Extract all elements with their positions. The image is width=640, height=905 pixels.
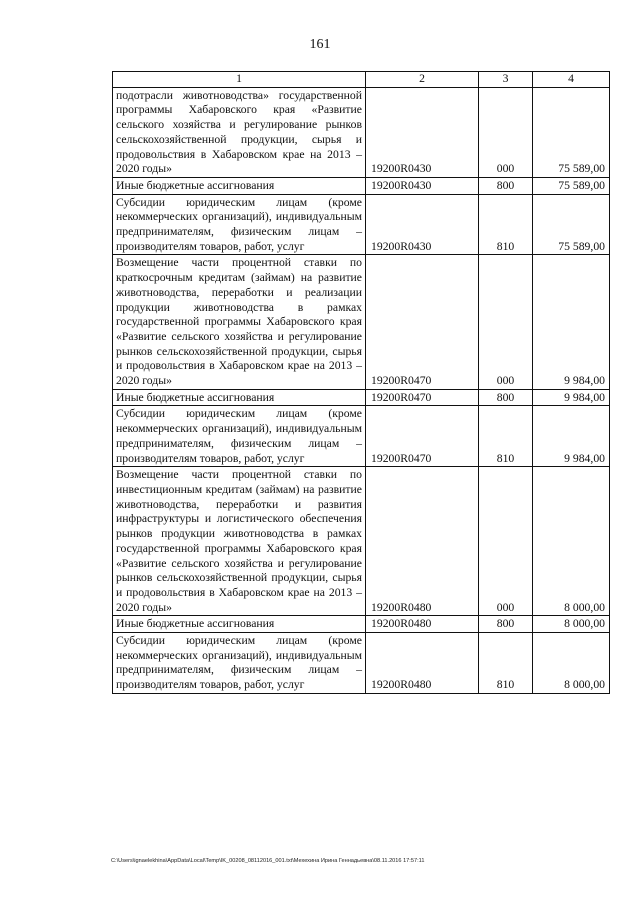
row-vr-cell: 000 — [479, 87, 533, 177]
header-col-3: 3 — [479, 72, 533, 88]
row-vr-cell: 810 — [479, 633, 533, 694]
row-vr-cell: 800 — [479, 389, 533, 406]
row-amount-cell: 9 984,00 — [533, 389, 610, 406]
table-row — [113, 194, 610, 255]
row-vr-cell: 800 — [479, 177, 533, 194]
row-name-cell: Иные бюджетные ассигнования — [113, 177, 366, 194]
table-row — [113, 467, 610, 616]
row-amount-cell: 8 000,00 — [533, 616, 610, 633]
row-csr-cell: 19200R0470 — [366, 389, 479, 406]
file-path-footer: C:\Users\ignaelekhina\AppData\Local\Temp\IK_00208_08112016_001.txt\Мехехина Ирина Геннадьевна\08.11.2016 17:57:11 — [111, 858, 425, 864]
row-vr-cell: 000 — [479, 255, 533, 389]
row-csr-cell: 19200R0470 — [366, 255, 479, 389]
row-amount-cell: 75 589,00 — [533, 177, 610, 194]
table-row — [113, 87, 610, 177]
row-name-cell: подотрасли животноводства» государственной программы Хабаровского края «Развитие сельского хозяйства и регулирование рынков сельскохозяйственной продукции, сырья и продовольствия в Хабаровском крае на 2013 – 2020 годы» — [113, 87, 366, 177]
row-vr-cell: 800 — [479, 616, 533, 633]
row-amount-cell: 8 000,00 — [533, 467, 610, 616]
row-csr-cell: 19200R0480 — [366, 633, 479, 694]
header-col-4: 4 — [533, 72, 610, 88]
row-csr-cell: 19200R0480 — [366, 467, 479, 616]
row-vr-cell: 810 — [479, 406, 533, 467]
row-csr-cell: 19200R0480 — [366, 616, 479, 633]
row-name-cell: Иные бюджетные ассигнования — [113, 616, 366, 633]
row-csr-cell: 19200R0430 — [366, 87, 479, 177]
row-amount-cell: 8 000,00 — [533, 633, 610, 694]
table-row — [113, 633, 610, 694]
row-name-cell: Возмещение части процентной ставки по краткосрочным кредитам (займам) на развитие животноводства, переработки и реализации продукции животноводства в рамках государственной программы Хабаровского края «Развитие сельского хозяйства и регулирование рынков сельскохозяйственной продукции, сырья и продовольствия в Хабаровском крае на 2013 – 2020 годы» — [113, 255, 366, 389]
header-col-2: 2 — [366, 72, 479, 88]
page-number: 161 — [309, 37, 331, 52]
row-csr-cell: 19200R0430 — [366, 194, 479, 255]
table-row — [113, 616, 610, 633]
row-vr-cell: 000 — [479, 467, 533, 616]
budget-table — [112, 71, 610, 694]
row-name-cell: Субсидии юридическим лицам (кроме некоммерческих организаций), индивидуальным предпринимателям, физическим лицам – производителям товаров, работ, услуг — [113, 406, 366, 467]
row-amount-cell: 75 589,00 — [533, 194, 610, 255]
row-csr-cell: 19200R0430 — [366, 177, 479, 194]
row-name-cell: Возмещение части процентной ставки по инвестиционным кредитам (займам) на развитие животноводства, переработки и развития инфраструктуры и логистического обеспечения рынков продукции животноводства в рамках государственной программы Хабаровского края «Развитие сельского хозяйства и регулирование рынков сельскохозяйственной продукции, сырья и продовольствия в Хабаровском крае на 2013 – 2020 годы» — [113, 467, 366, 616]
table-row — [113, 406, 610, 467]
table-header-row — [113, 72, 610, 88]
table-row — [113, 255, 610, 389]
table-row — [113, 177, 610, 194]
table-row — [113, 389, 610, 406]
row-vr-cell: 810 — [479, 194, 533, 255]
header-col-1: 1 — [113, 72, 366, 88]
row-name-cell: Иные бюджетные ассигнования — [113, 389, 366, 406]
row-amount-cell: 9 984,00 — [533, 255, 610, 389]
row-name-cell: Субсидии юридическим лицам (кроме некоммерческих организаций), индивидуальным предпринимателям, физическим лицам – производителям товаров, работ, услуг — [113, 194, 366, 255]
row-amount-cell: 9 984,00 — [533, 406, 610, 467]
row-amount-cell: 75 589,00 — [533, 87, 610, 177]
row-name-cell: Субсидии юридическим лицам (кроме некоммерческих организаций), индивидуальным предпринимателям, физическим лицам – производителям товаров, работ, услуг — [113, 633, 366, 694]
row-csr-cell: 19200R0470 — [366, 406, 479, 467]
